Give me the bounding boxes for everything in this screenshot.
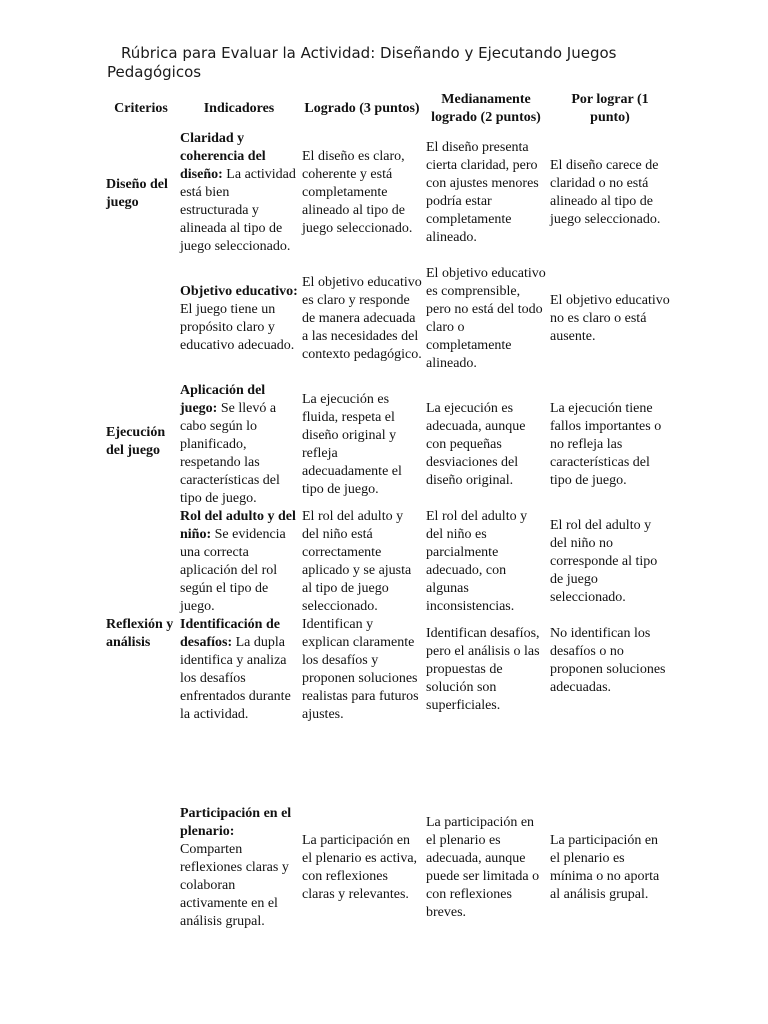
indicator-cell	[178, 805, 300, 931]
header-indicadores: Indicadores	[203, 101, 275, 116]
indicator-cell	[178, 616, 300, 733]
table-row	[104, 508, 672, 616]
indicator-title: Claridad y coherencia del diseño:	[180, 131, 266, 182]
indicator-cell	[178, 130, 300, 256]
header-row	[104, 88, 672, 130]
por-lograr-cell: La ejecución tiene fallos importantes o no refleja las características del tipo de juego.	[550, 401, 662, 488]
logrado-cell: El rol del adulto y del niño está correctamente aplicado y se ajusta al tipo de juego seleccionado.	[302, 509, 412, 614]
medianamente-cell: El diseño presenta cierta claridad, pero con ajustes menores podría estar completamente alineado.	[426, 140, 539, 245]
medianamente-cell: El objetivo educativo es comprensible, pero no está del todo claro o completamente alineado.	[426, 266, 546, 371]
por-lograr-cell: No identifican los desafíos o no proponen soluciones adecuadas.	[550, 626, 666, 695]
medianamente-cell: El rol del adulto y del niño es parcialmente adecuado, con algunas inconsistencias.	[426, 509, 528, 614]
header-criterios: Criterios	[114, 101, 168, 116]
logrado-cell: El diseño es claro, coherente y está completamente alineado al tipo de juego seleccionado.	[302, 149, 413, 236]
document-title: Rúbrica para Evaluar la Actividad: Diseñando y Ejecutando Juegos Pedagógicos	[107, 44, 617, 81]
indicator-text: La dupla identifica y analiza los desafíos enfrentados durante la actividad.	[180, 635, 291, 722]
indicator-cell	[178, 508, 300, 616]
indicator-title: Aplicación del juego:	[180, 383, 266, 416]
indicator-text: Se llevó a cabo según lo planificado, respetando las características del tipo de juego.	[180, 401, 280, 506]
logrado-cell: La ejecución es fluida, respeta el diseño original y refleja adecuadamente el tipo de juego.	[302, 392, 402, 497]
indicator-cell	[178, 382, 300, 508]
indicator-cell	[178, 256, 300, 382]
table-row	[104, 382, 672, 508]
indicator-title: Rol del adulto y del niño:	[180, 509, 296, 542]
indicator-text: Se evidencia una correcta aplicación del rol según el tipo de juego.	[180, 527, 286, 614]
medianamente-cell: La participación en el plenario es adecuada, aunque puede ser limitada o con reflexiones breves.	[426, 815, 540, 920]
por-lograr-cell: El rol del adulto y del niño no corresponde al tipo de juego seleccionado.	[550, 518, 658, 605]
header-por-lograr: Por lograr (1 punto)	[571, 92, 649, 125]
indicator-text: Comparten reflexiones claras y colaboran activamente en el análisis grupal.	[180, 842, 289, 929]
logrado-cell: El objetivo educativo es claro y responde de manera adecuada a las necesidades del contexto pedagógico.	[302, 275, 422, 362]
indicator-text: El juego tiene un propósito claro y educativo adecuado.	[180, 302, 295, 353]
indicator-title: Identificación de desafíos:	[180, 617, 280, 650]
header-logrado: Logrado (3 puntos)	[304, 101, 420, 116]
indicator-text: La actividad está bien estructurada y alineada al tipo de juego seleccionado.	[180, 167, 296, 254]
medianamente-cell: Identifican desafíos, pero el análisis o las propuestas de solución son superficiales.	[426, 626, 540, 713]
table-row	[104, 130, 672, 256]
table-row	[104, 256, 672, 382]
rubric-table	[104, 88, 672, 931]
criterion-diseno: Diseño del juego	[106, 177, 168, 210]
table-row	[104, 805, 672, 931]
medianamente-cell: La ejecución es adecuada, aunque con pequeñas desviaciones del diseño original.	[426, 401, 526, 488]
por-lograr-cell: El diseño carece de claridad o no está alineado al tipo de juego seleccionado.	[550, 158, 661, 227]
header-medianamente: Medianamente logrado (2 puntos)	[431, 92, 541, 125]
por-lograr-cell: La participación en el plenario es mínima o no aporta al análisis grupal.	[550, 833, 660, 902]
logrado-cell: Identifican y explican claramente los desafíos y proponen soluciones realistas para futuros ajustes.	[302, 617, 419, 722]
criterion-reflexion: Reflexión y análisis	[106, 617, 174, 650]
criterion-ejecucion: Ejecución del juego	[106, 425, 166, 458]
indicator-title: Participación en el plenario:	[180, 806, 292, 839]
spacer-row	[104, 733, 672, 805]
table-row	[104, 616, 672, 733]
indicator-title: Objetivo educativo:	[180, 284, 298, 299]
por-lograr-cell: El objetivo educativo no es claro o está ausente.	[550, 293, 670, 344]
logrado-cell: La participación en el plenario es activa, con reflexiones claras y relevantes.	[302, 833, 418, 902]
